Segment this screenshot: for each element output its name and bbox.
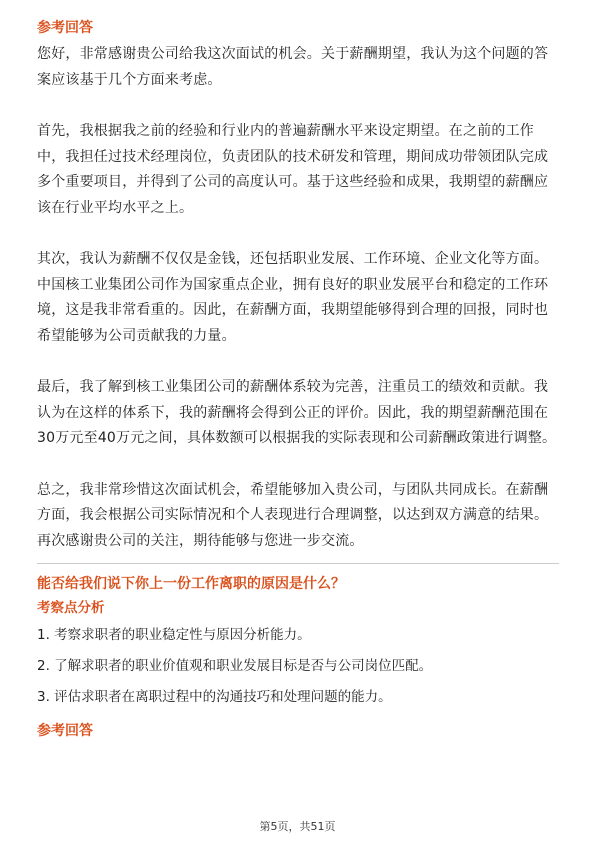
text-line: 中，我担任过技术经理岗位，负责团队的技术研发和管理，期间成功带领团队完成 (37, 148, 549, 165)
answer-paragraph (37, 119, 559, 221)
document-page (37, 18, 559, 741)
analysis-point: 1. 考察求职者的职业稳定性与原因分析能力。 (37, 627, 311, 643)
text-line: 最后，我了解到核工业集团公司的薪酬体系较为完善，注重员工的绩效和贡献。我 (37, 379, 549, 395)
text-line: 该在行业平均水平之上。 (37, 199, 194, 216)
interview-question: 能否给我们说下你上一份工作离职的原因是什么？ (37, 576, 345, 592)
analysis-point: 3. 评估求职者在离职过程中的沟通技巧和处理问题的能力。 (37, 689, 392, 705)
text-line: 30万元至40万元之间，具体数额可以根据我的实际表现和公司薪酬政策进行调整。 (37, 430, 557, 446)
text-line: 总之，我非常珍惜这次面试机会，希望能够加入贵公司，与团队共同成长。在薪酬 (37, 481, 549, 498)
analysis-point: 2. 了解求职者的职业价值观和职业发展目标是否与公司岗位匹配。 (37, 658, 433, 674)
analysis-heading: 考察点分析 (37, 600, 105, 616)
text-line: 案应该基于几个方面来考虑。 (37, 71, 222, 88)
answer-paragraph (37, 478, 559, 555)
text-line: 首先，我根据我之前的经验和行业内的普遍薪酬水平来设定期望。在之前的工作 (37, 123, 534, 139)
reference-answer-heading: 参考回答 (37, 723, 93, 739)
text-line: 方面，我会根据公司实际情况和个人表现进行合理调整，以达到双方满意的结果。 (37, 507, 549, 523)
text-line: 境，这是我非常看重的。因此，在薪酬方面，我期望能够得到合理的回报，同时也 (37, 302, 549, 318)
text-line: 多个重要项目，并得到了公司的高度认可。基于这些经验和成果，我期望的薪酬应 (37, 174, 549, 190)
answer-paragraph (37, 247, 559, 349)
page-number: 第5页，共51页 (259, 820, 336, 833)
section-divider (37, 563, 559, 564)
answer-paragraph (37, 375, 559, 452)
text-line: 认为在这样的体系下，我的薪酬将会得到公正的评价。因此，我的期望薪酬范围在 (37, 404, 549, 421)
text-line: 其次，我认为薪酬不仅仅是金钱，还包括职业发展、工作环境、企业文化等方面。 (37, 251, 549, 267)
text-line: 希望能够为公司贡献我的力量。 (37, 327, 236, 344)
text-line: 您好，非常感谢贵公司给我这次面试的机会。关于薪酬期望，我认为这个问题的答 (37, 46, 549, 62)
reference-answer-heading: 参考回答 (37, 20, 93, 36)
answer-paragraph (37, 42, 559, 93)
text-line: 中国核工业集团公司作为国家重点企业，拥有良好的职业发展平台和稳定的工作环 (37, 276, 549, 293)
text-line: 再次感谢贵公司的关注，期待能够与您进一步交流。 (37, 532, 364, 549)
